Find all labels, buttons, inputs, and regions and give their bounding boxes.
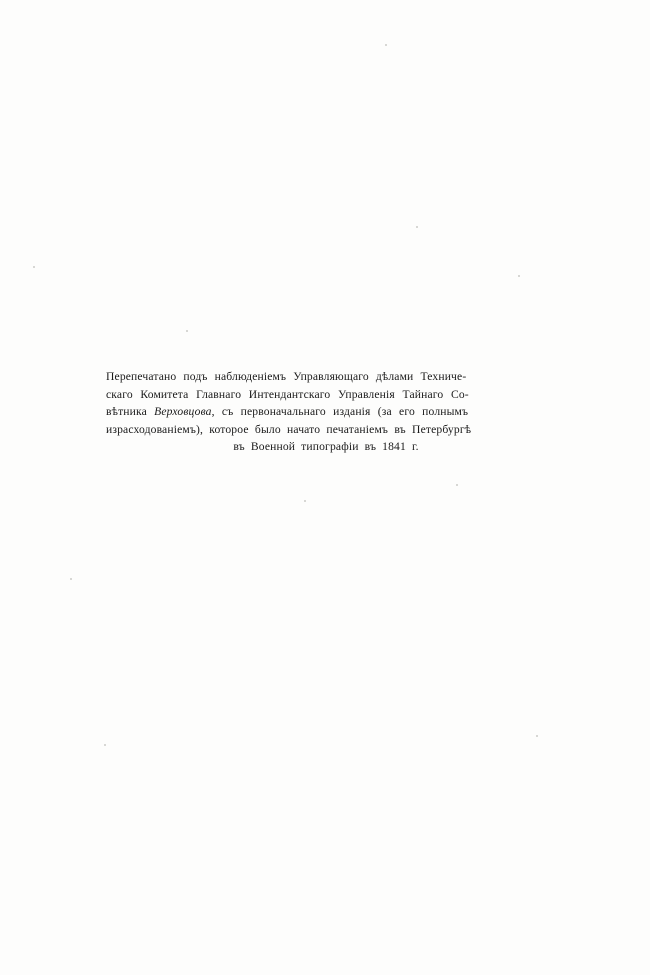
scan-speck: [104, 744, 106, 746]
scan-speck: [70, 578, 72, 580]
imprint-note-line-3-suffix: , съ первоначальнаго изданія (за его полнымъ: [211, 405, 469, 419]
scan-speck: [456, 484, 458, 486]
imprint-note-line-3: [106, 403, 546, 421]
scan-speck: [416, 226, 418, 228]
scan-speck: [385, 44, 387, 46]
imprint-note-italic-name: Верховцова: [154, 405, 212, 419]
imprint-note-line-4: израсходованіемъ), которое было начато печатаніемъ въ Петербургѣ: [106, 422, 472, 436]
imprint-note-line-3-prefix: вѣтника: [106, 405, 155, 419]
scan-speck: [186, 330, 188, 332]
imprint-note-line-1: Перепечатано подъ наблюденіемъ Управляющаго дѣлами Техниче-: [106, 370, 467, 383]
scan-speck: [518, 275, 520, 277]
scan-speck: [33, 266, 35, 268]
imprint-note-line-5: въ Военной типографіи въ 1841 г.: [233, 440, 419, 454]
scan-speck: [304, 500, 306, 502]
imprint-note-line-2: скаго Комитета Главнаго Интендантскаго Управленія Тайнаго Со-: [106, 387, 469, 401]
scan-speck: [536, 735, 538, 737]
imprint-note: [106, 368, 546, 456]
